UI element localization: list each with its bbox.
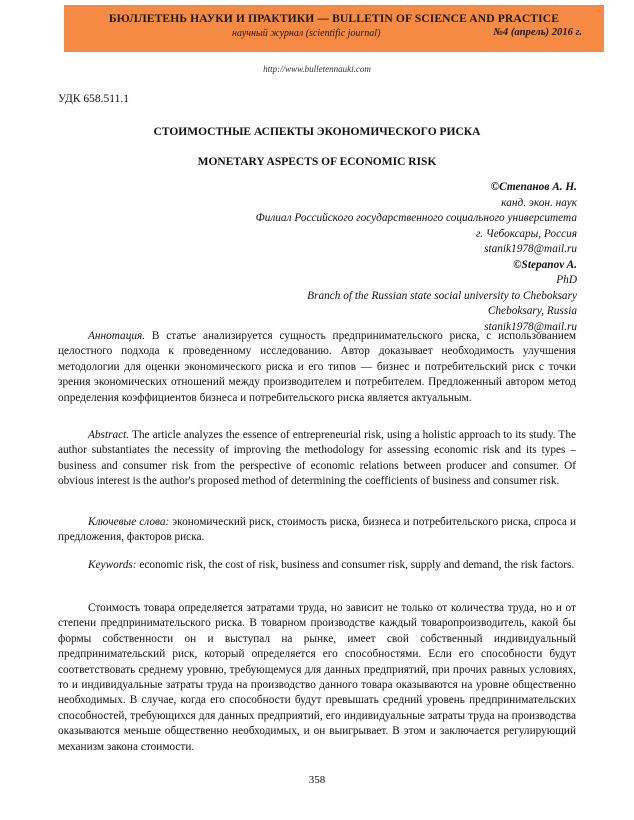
keywords-ru-label: Ключевые слова: [88,516,170,528]
journal-subtitle: научный журнал (scientific journal) [232,28,381,39]
author-block [97,180,577,335]
author-name-en: ©Stepanov A. [513,258,577,271]
annotation-ru-text: В статье анализируется сущность предпринимательского риска, с использованием целостного подхода к проведенному исследованию. Автор доказывает необходимость улучшения методологии для оценки экономического риска и его типов — бизнес и потребительский риск с точки зрения экономических отношений между производителем и потребителем. Предложенный автором метод определения коэффициентов бизнеса и потребительского риска является актуальным. [58,330,576,404]
annotation-ru-label: Аннотация. [88,330,146,342]
author-affiliation-en: Branch of the Russian state social university to Cheboksary [307,289,577,302]
keywords-en-text: economic risk, the cost of risk, business and consumer risk, supply and demand, the risk factors. [136,559,575,571]
body-paragraph-text: Стоимость товара определяется затратами труда, но зависит не только от количества труда, но и от степени предпринимательского риска. В товарном производстве каждый товаропроизводитель, какой бы формы собственности он и выступал на рынке, имеет свой собственный индивидуальный предпринимательский риск, который определяется его способностями. Если его способности будут соответствовать среднему уровню, требующемуся для данных предприятий, при прочих равных условиях, то и индивидуальные затраты труда на производство данного товара оказываются на уровне общественно необходимых. В случае, когда его способности будут превышать средний уровень предпринимательских способностей, требующихся для данных предприятий, его индивидуальные затраты труда на производства оказываются меньше общественно необходимых, и он выигрывает. В этом и заключается регулирующий механизм закона стоимости. [58,602,576,753]
author-affiliation-ru: Филиал Российского государственного социального университета [255,212,577,224]
author-name-ru: ©Степанов А. Н. [490,181,577,193]
author-degree-en: PhD [556,274,577,286]
journal-url[interactable]: http://www.bulletennauki.com [263,64,371,74]
author-city-en: Cheboksary, Russia [487,305,577,317]
journal-title: БЮЛЛЕТЕНЬ НАУКИ И ПРАКТИКИ — BULLETIN OF SCIENCE AND PRACTICE [108,12,560,25]
body-paragraph [58,601,576,755]
author-degree-ru: канд. экон. наук [501,196,577,209]
author-email-ru[interactable]: stanik1978@mail.ru [484,243,577,255]
abstract-en [58,428,576,490]
article-title-ru: СТОИМОСТНЫЕ АСПЕКТЫ ЭКОНОМИЧЕСКОГО РИСКА [153,126,481,138]
annotation-ru [58,329,576,406]
keywords-ru-text: экономический риск, стоимость риска, бизнеса и потребительского риска, спроса и предложения, факторов риска. [58,516,576,544]
keywords-en-label: Keywords: [88,559,137,571]
article-title-en: MONETARY ASPECTS OF ECONOMIC RISK [197,156,437,168]
author-email-en[interactable]: stanik1978@mail.ru [484,320,577,333]
author-city-ru: г. Чебоксары, Россия [476,227,577,240]
abstract-en-text: The article analyzes the essence of entrepreneurial risk, using a holistic approach to its study. The author substantiates the necessity of improving the methodology for assessing economic risk and its types – business and consumer risk from the perspective of economic relations between producer and consumer. Of obvious interest is the author's proposed method of determining the coefficients of business and consumer risk. [58,429,576,488]
journal-issue: №4 (апрель) 2016 г. [493,27,582,38]
journal-banner [64,5,604,52]
abstract-en-label: Abstract. [88,429,130,441]
keywords-en [58,558,576,573]
keywords-ru [58,515,576,546]
page-number: 358 [308,774,326,786]
udk-code: УДК 658.511.1 [58,93,129,105]
